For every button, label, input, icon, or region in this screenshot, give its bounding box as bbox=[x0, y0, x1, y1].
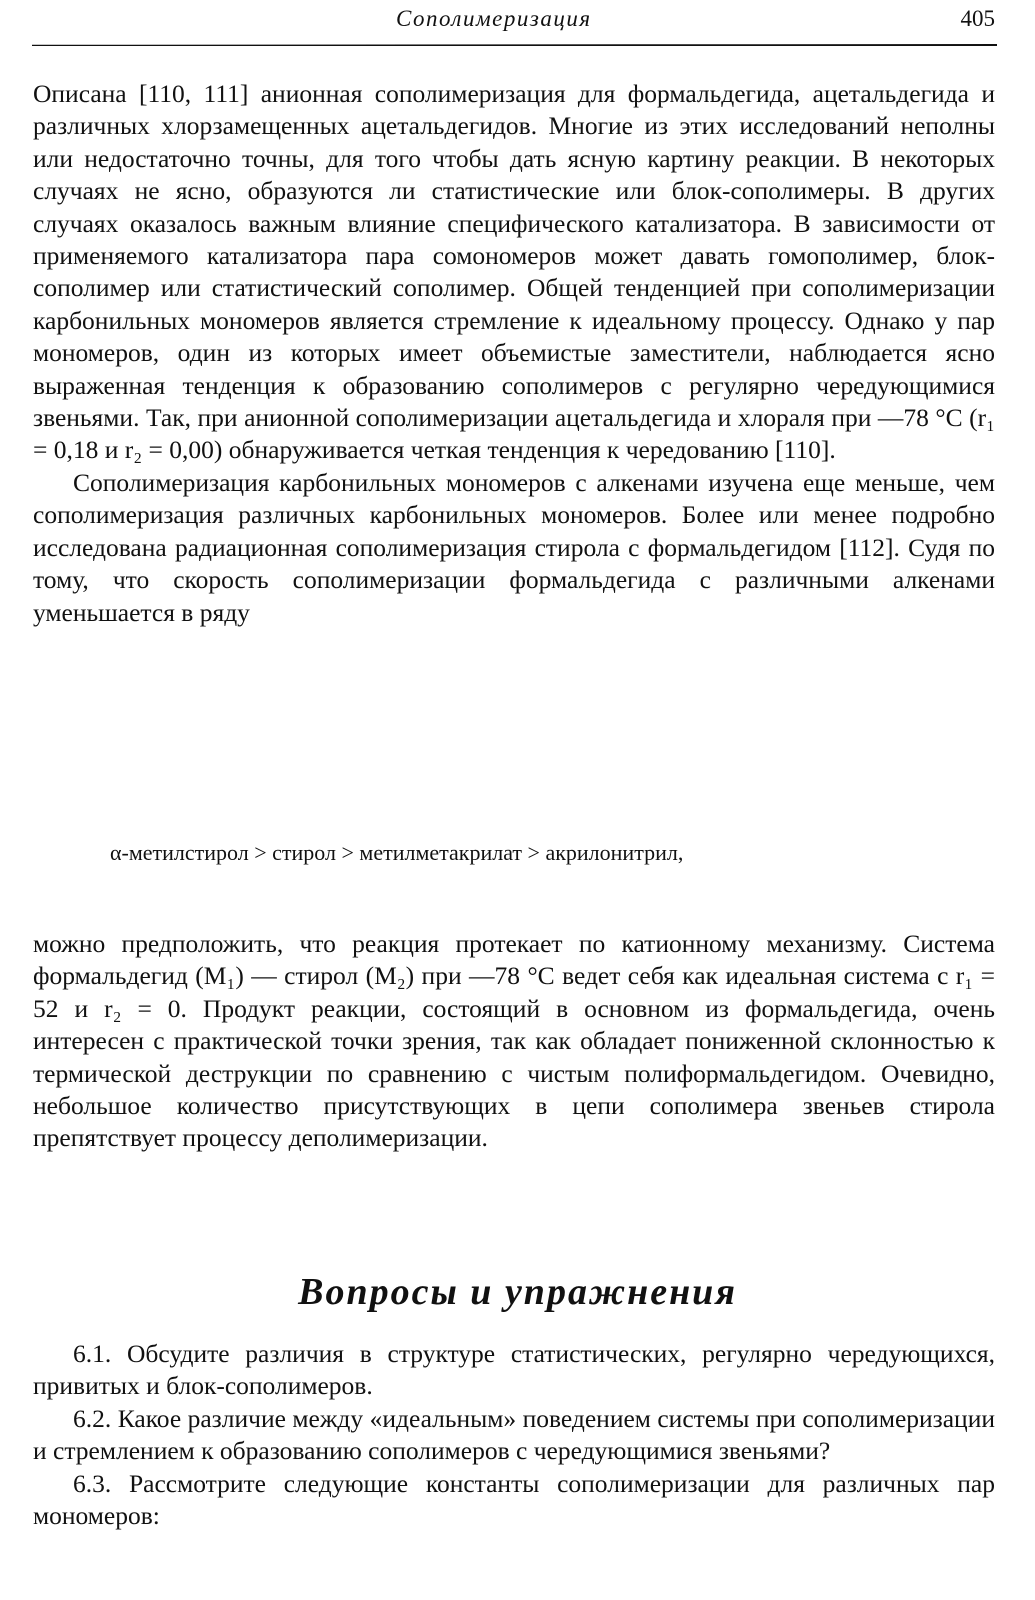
section-title: Вопросы и упражнения bbox=[298, 1271, 737, 1313]
exercise-item bbox=[33, 1468, 995, 1533]
exercise-text: Обсудите различия в структуре статистических, регулярно чередующихся, привитых и блок-сополимеров. bbox=[33, 1339, 996, 1401]
body-text-continued bbox=[33, 928, 995, 1155]
running-title: Сополимеризация bbox=[396, 6, 592, 31]
exercise-number: 6.1. bbox=[73, 1339, 112, 1368]
body-text bbox=[33, 78, 995, 629]
paragraph-cationic-mechanism: можно предположить, что реакция протекает по катионному механизму. Система формальдегид (M₁) — стирол (M₂) при —78 °С ведет себя как идеальная система с r₁ = 52 и r₂ = 0. Продукт реакции, состоящий в основном из формальдегида, очень интересен с практической точки зрения, так как обладает пониженной склонностью к термической деструкции по сравнению с чистым полиформальдегидом. Очевидно, небольшое количество присутствующих в цепи сополимера звеньев стирола препятствует процессу деполимеризации. bbox=[33, 929, 995, 1153]
running-header bbox=[0, 4, 1035, 40]
exercise-text: Рассмотрите следующие константы сополимеризации для различных пар мономеров: bbox=[33, 1468, 995, 1531]
page-number: 405 bbox=[960, 6, 995, 31]
header-rule bbox=[32, 44, 997, 46]
reactivity-series: α-метилстирол > стирол > метилметакрилат > акрилонитрил, bbox=[110, 840, 684, 865]
paragraph-anionic-copolymerization: Описана [110, 111] анионная сополимеризация для формальдегида, ацетальдегида и различных хлорзамещенных ацетальдегидов. Многие из этих исследований неполны или недостаточно точны, для того чтобы дать ясную картину реакции. В некоторых случаях не ясно, образуются ли статистические или блок-сополимеры. В других случаях оказалось важным влияние специфического катализатора. В зависимости от применяемого катализатора пара сомономеров может давать гомополимер, блок-сополимер или статистический сополимер. Общей тенденцией при сополимеризации карбонильных мономеров является стремление к идеальному процессу. Однако у пар мономеров, один из которых имеет объемистые заместители, наблюдается ясно выраженная тенденция к образованию сополимеров с регулярно чередующимися звеньями. Так, при анионной сополимеризации ацетальдегида и хлораля при —78 °С (r₁ = 0,18 и r₂ = 0,00) обнаруживается четкая тенденция к чередованию [110]. bbox=[33, 79, 995, 465]
exercise-text: Какое различие между «идеальным» поведением системы при сополимеризации и стремлением к образованию сополимеров с чередующимися звеньями? bbox=[33, 1403, 995, 1466]
exercise-list bbox=[33, 1338, 995, 1532]
exercise-item bbox=[33, 1403, 995, 1468]
exercise-item bbox=[33, 1338, 995, 1403]
exercise-number: 6.3. bbox=[73, 1468, 112, 1498]
exercise-number: 6.2. bbox=[73, 1403, 112, 1433]
paragraph-alkene-copolymerization: Сополимеризация карбонильных мономеров с алкенами изучена еще меньше, чем сополимеризация различных карбонильных мономеров. Более или менее подробно исследована радиационная сополимеризация стирола с формальдегидом [112]. Судя по тому, что скорость сополимеризации формальдегида с различными алкенами уменьшается в ряду bbox=[33, 467, 995, 627]
